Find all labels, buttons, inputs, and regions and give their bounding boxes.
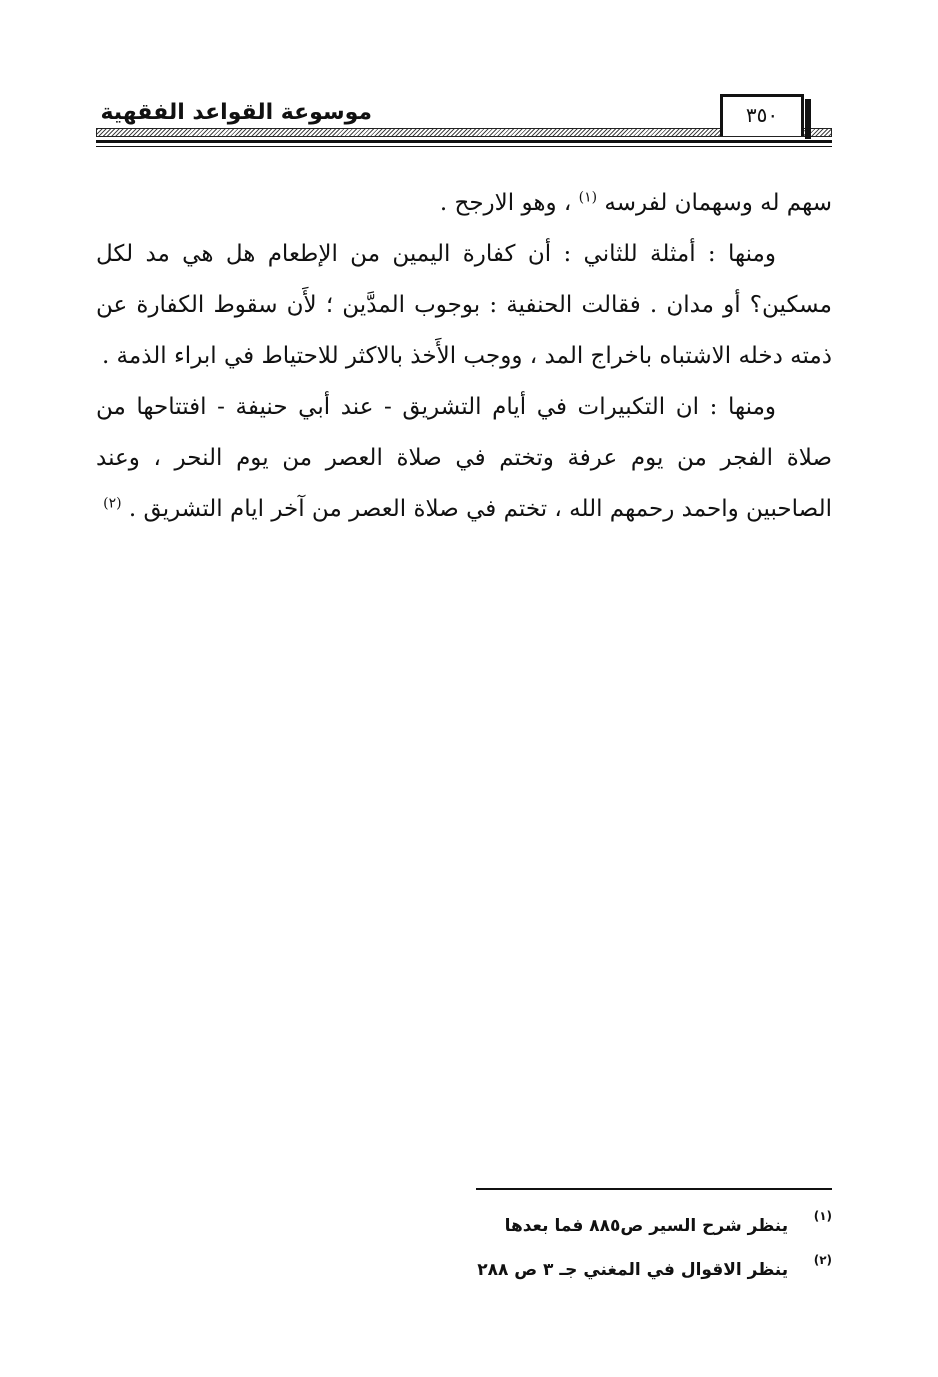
paragraph-1-text-end: ، وهو الارجح . <box>439 190 572 216</box>
header-rule-thin <box>96 146 832 147</box>
footnote-ref-2: (٢) <box>103 495 122 512</box>
paragraph-2: ومنها : أمثلة للثاني : أن كفارة اليمين من الإطعام هل هي مد لكل مسكين؟ أو مدان . فقالت الحنفية : بوجوب المدَّين ؛ لأَن سقوط الكفارة عن ذمته دخله الاشتباه باخراج المد ، ووجب الأَخذ بالاكثر للاحتياط في ابراء الذمة . <box>96 241 832 369</box>
footnote-2-mark: (٢) <box>813 1253 832 1267</box>
footnote-separator <box>476 1188 832 1190</box>
paragraph-1 <box>96 178 832 229</box>
page-number: ٣٥٠ <box>745 103 779 127</box>
running-header-title: موسوعة القواعد الفقهية <box>100 100 372 125</box>
footnote-1-mark: (١) <box>813 1209 832 1223</box>
page-number-box <box>720 94 804 136</box>
paragraph-3 <box>96 382 832 535</box>
main-text <box>96 178 832 535</box>
footnote-2 <box>380 1248 832 1292</box>
header-rule-thick <box>96 140 832 143</box>
footnote-1 <box>380 1204 832 1248</box>
paragraph-1-text-start: سهم له وسهمان لفرسه <box>604 190 832 216</box>
footnote-1-text: ينظر شرح السير ص٨٨٥ فما بعدها <box>504 1216 789 1236</box>
footnotes <box>380 1204 832 1292</box>
footnote-ref-1: (١) <box>578 189 598 206</box>
footnote-2-text: ينظر الاقوال في المغني جـ ٣ ص ٢٨٨ <box>477 1260 789 1280</box>
running-header <box>96 94 832 154</box>
paragraph-3-text: ومنها : ان التكبيرات في أيام التشريق - عند أبي حنيفة - افتتاحها من صلاة الفجر من يوم عرفة وتختم في صلاة العصر من يوم النحر ، وعند الصاحبين واحمد رحمهم الله ، تختم في صلاة العصر من آخر ايام التشريق . <box>96 394 832 522</box>
